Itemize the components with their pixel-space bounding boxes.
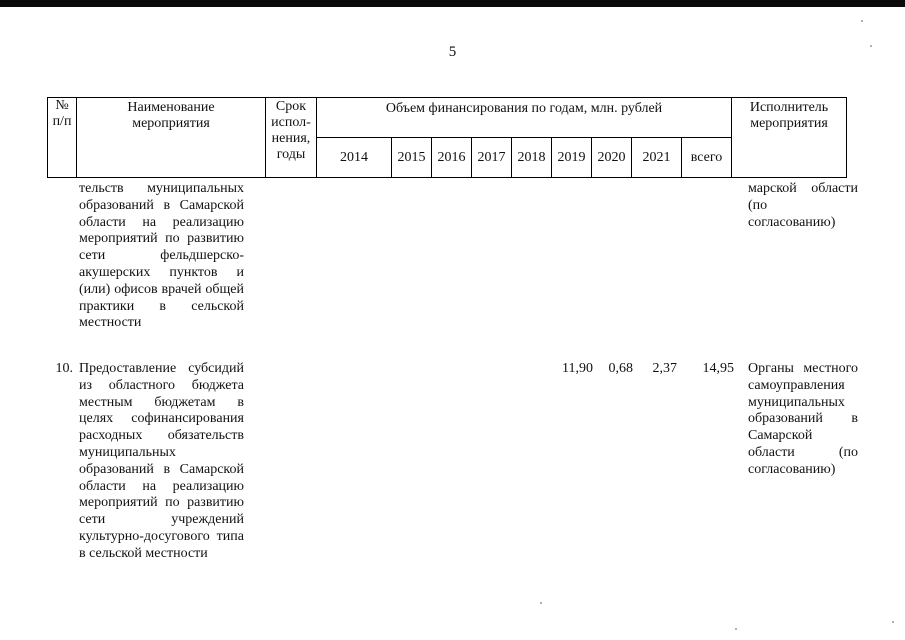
year-2015: 2015 (392, 138, 432, 178)
year-2020: 2020 (592, 138, 632, 178)
continued-row-name: тельств муниципальных образований в Самарской области на реализацию мероприятий по развитию сети фельдшерско-акушерских пунктов и (или) офисов врачей общей практики в сельской местности (79, 181, 244, 331)
scan-speck (735, 628, 737, 630)
continued-row-executor: марской области (по согласованию) (748, 181, 858, 230)
year-2017: 2017 (472, 138, 512, 178)
header-term: Срок испол-нения, годы (266, 98, 317, 178)
year-2016: 2016 (432, 138, 472, 178)
year-2014: 2014 (317, 138, 392, 178)
page-number: 5 (448, 44, 457, 60)
scan-speck (540, 602, 542, 604)
header-num: № п/п (48, 98, 77, 178)
year-2018: 2018 (512, 138, 552, 178)
header-executor: Исполнитель мероприятия (732, 98, 847, 178)
scan-top-border (0, 0, 905, 7)
row-10-name: Предоставление субсидий из областного бюджета местным бюджетам в целях софинансирования расходных обязательств муниципальных образований в Самарской области на реализацию мероприятий по развитию сети учреждений культурно-досугового типа в сельской местности (79, 361, 244, 561)
row-10-value-2021: 2,37 (652, 361, 677, 376)
header-name: Наименование мероприятия (77, 98, 266, 178)
year-total: всего (682, 138, 732, 178)
header-financing: Объем финансирования по годам, млн. рублей (317, 98, 732, 138)
table-header (47, 97, 847, 178)
year-2019: 2019 (552, 138, 592, 178)
row-10-number: 10. (55, 361, 73, 376)
scan-speck (870, 45, 872, 47)
row-10-value-2020: 0,68 (608, 361, 633, 376)
year-2021: 2021 (632, 138, 682, 178)
scan-speck (861, 20, 863, 22)
row-10-executor: Органы местного самоуправления муниципальных образований в Самарской области (по согласованию) (748, 361, 858, 477)
row-10-value-total: 14,95 (702, 361, 734, 376)
scan-speck (892, 621, 894, 623)
row-10-value-2019: 11,90 (562, 361, 593, 376)
